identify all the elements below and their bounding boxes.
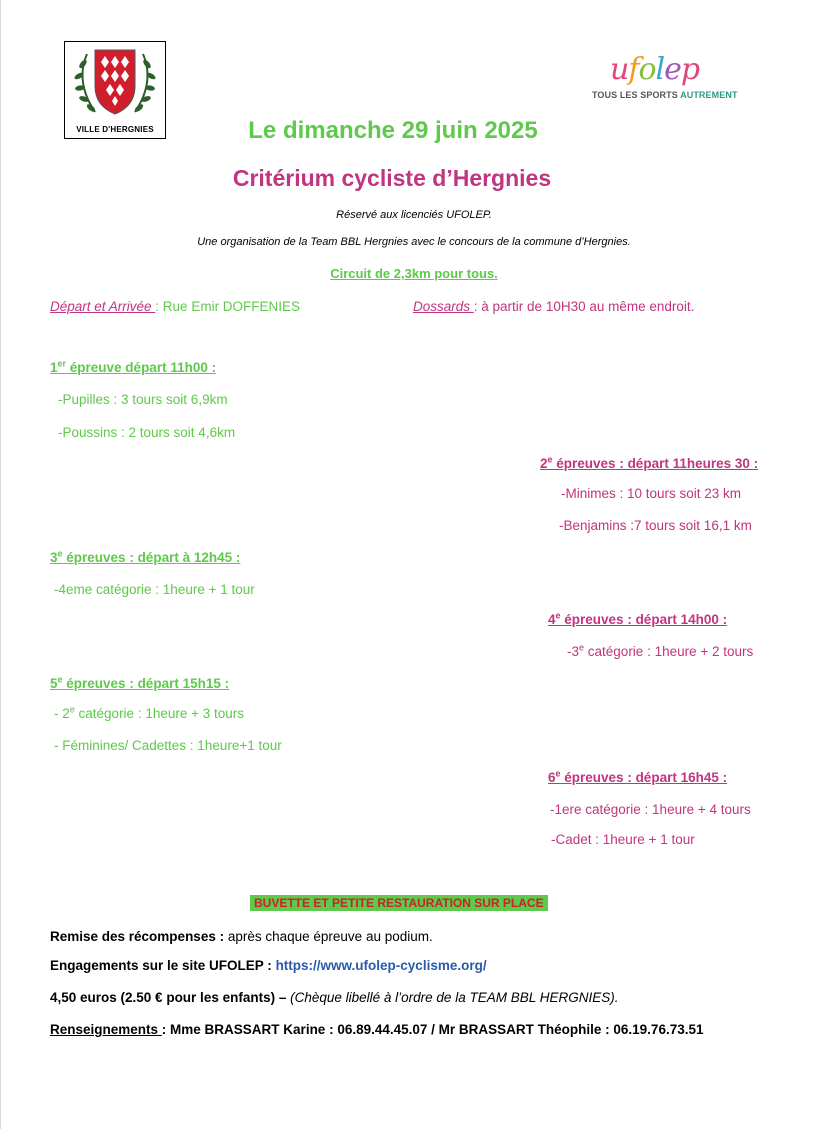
- epreuve-5-item: - Féminines/ Cadettes : 1heure+1 tour: [54, 738, 282, 753]
- event-date: Le dimanche 29 juin 2025: [248, 117, 538, 144]
- ufolep-tagline: TOUS LES SPORTS AUTREMENT: [592, 90, 738, 100]
- event-title: Critérium cycliste d’Hergnies: [232, 165, 552, 191]
- epreuve-3-item: -4eme catégorie : 1heure + 1 tour: [54, 582, 255, 597]
- epreuve-1-heading: 1er épreuve départ 11h00 :: [50, 358, 217, 375]
- epreuve-5-item: - 2e catégorie : 1heure + 3 tours: [54, 704, 245, 721]
- depart-arrivee: Départ et Arrivée : Rue Emir DOFFENIES: [50, 299, 301, 314]
- organisation-note: Une organisation de la Team BBL Hergnies avec le concours de la commune d’Hergnies.: [197, 236, 631, 248]
- coat-of-arms-icon: [65, 42, 165, 122]
- epreuve-1-item: -Poussins : 2 tours soit 4,6km: [58, 425, 236, 440]
- epreuve-3-heading: 3e épreuves : départ à 12h45 :: [50, 548, 241, 565]
- epreuve-4-heading: 4e épreuves : départ 14h00 :: [548, 610, 728, 627]
- epreuve-5-heading: 5e épreuves : départ 15h15 :: [50, 674, 230, 691]
- engagements-line: Engagements sur le site UFOLEP : https://www.ufolep-cyclisme.org/: [50, 958, 487, 973]
- recompenses-line: Remise des récompenses : après chaque épreuve au podium.: [50, 929, 433, 944]
- ufolep-link[interactable]: https://www.ufolep-cyclisme.org/: [275, 958, 487, 973]
- circuit-info: Circuit de 2,3km pour tous.: [330, 266, 498, 281]
- epreuve-4-item: -3e catégorie : 1heure + 2 tours: [567, 642, 754, 659]
- dossards: Dossards : à partir de 10H30 au même endroit.: [413, 299, 695, 314]
- logo-caption: VILLE D'HERGNIES: [76, 125, 154, 134]
- renseignements-line: Renseignements : Mme BRASSART Karine : 06.89.44.45.07 / Mr BRASSART Théophile : 06.19.76.73.51: [50, 1022, 704, 1037]
- reserved-note: Réservé aux licenciés UFOLEP.: [336, 209, 492, 221]
- epreuve-2-heading: 2e épreuves : départ 11heures 30 :: [540, 454, 759, 471]
- buvette-banner: BUVETTE ET PETITE RESTAURATION SUR PLACE: [250, 895, 548, 911]
- tarif-line: 4,50 euros (2.50 € pour les enfants) – (Chèque libellé à l’ordre de la TEAM BBL HERGNIES).: [50, 990, 619, 1005]
- epreuve-1-item: -Pupilles : 3 tours soit 6,9km: [58, 392, 228, 407]
- epreuve-6-item: -1ere catégorie : 1heure + 4 tours: [550, 802, 751, 817]
- ufolep-wordmark: ufolep: [610, 52, 700, 87]
- epreuve-6-item: -Cadet : 1heure + 1 tour: [551, 832, 695, 847]
- epreuve-2-item: -Minimes : 10 tours soit 23 km: [561, 486, 742, 501]
- ufolep-logo: [588, 52, 758, 102]
- epreuve-2-item: -Benjamins :7 tours soit 16,1 km: [559, 518, 752, 533]
- epreuve-6-heading: 6e épreuves : départ 16h45 :: [548, 768, 728, 785]
